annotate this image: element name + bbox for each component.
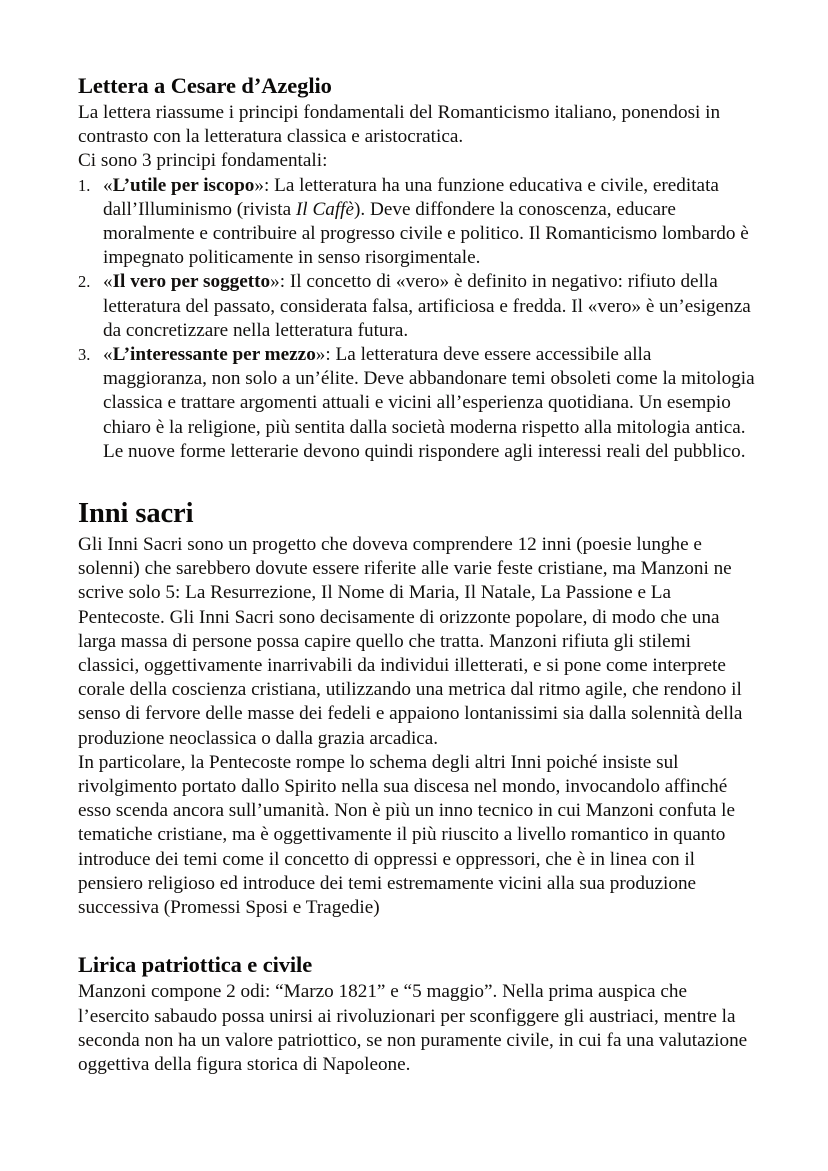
list-item-text-part-1: La letteratura deve essere accessibile alla maggioranza, non solo a un’élite. Deve abbandonare temi obsoleti come la mitologia classica e trattare argomenti attuali e vicini all’esperienza quotidiana. Un esempio chiaro è la religione, più sentita dalla società moderna rispetto alla mitologia antica. Le nuove forme letterarie devono quindi rispondere agli interessi reali del pubblico. bbox=[103, 344, 755, 462]
list-item-title: L’interessante per mezzo bbox=[112, 344, 316, 366]
list-item-quote-close: »: bbox=[315, 344, 331, 366]
section-lettera-a-cesare-dazeglio bbox=[78, 72, 755, 464]
list-item bbox=[78, 343, 755, 464]
list-item-quote-close: »: bbox=[270, 271, 286, 293]
list-item-quote-open: « bbox=[103, 174, 113, 196]
list-item-marker: 2. bbox=[78, 272, 91, 292]
list-item-quote-close: »: bbox=[254, 174, 270, 196]
list-item-quote-open: « bbox=[103, 344, 113, 366]
list-item bbox=[78, 174, 755, 271]
page-title: Lettera a Cesare d’Azeglio bbox=[78, 73, 332, 98]
section-paragraph: Gli Inni Sacri sono un progetto che doveva comprendere 12 inni (poesie lunghe e solenni) che sarebbero dovute essere riferite alle varie feste cristiane, ma Manzoni ne scrive solo 5: La Resurrezione, Il Nome di Maria, Il Natale, La Passione e La Pentecoste. Gli Inni Sacri sono decisamente di orizzonte popolare, di modo che una larga massa di persone possa capire quello che tratta. Manzoni rifiuta gli stilemi classici, oggettivamente inarrivabili da individui illetterati, e si pone come interprete corale della coscienza cristiana, utilizzando una metrica dal ritmo agile, che rendono il senso di fervore delle masse dei fedeli e appaiono lontanissimi sia dalla solennità della produzione neoclassica o dalla grazia arcadica. bbox=[78, 534, 743, 749]
list-lead-in-text: Ci sono 3 principi fondamentali: bbox=[78, 150, 328, 172]
list-item bbox=[78, 270, 755, 343]
list-item-quote-open: « bbox=[103, 271, 113, 293]
section-heading-inni-sacri: Inni sacri bbox=[78, 498, 194, 530]
section-inni-sacri bbox=[78, 497, 755, 920]
principles-list bbox=[78, 174, 755, 464]
document-body bbox=[78, 72, 755, 1077]
section-paragraph: Manzoni compone 2 odi: “Marzo 1821” e “5 maggio”. Nella prima auspica che l’esercito sabaudo possa unirsi ai rivoluzionari per sconfiggere gli austriaci, mentre la seconda non ha un valore patriottico, se non puramente civile, in cui fa una valutazione oggettiva della figura storica di Napoleone. bbox=[78, 981, 748, 1075]
cited-work-title: Il Caffè bbox=[295, 198, 355, 220]
section-paragraph: In particolare, la Pentecoste rompe lo schema degli altri Inni poiché insiste sul rivolgimento portato dallo Spirito nella sua discesa nel mondo, invocandolo affinché esso scenda ancora sull’umanità. Non è più un inno tecnico in cui Manzoni confuta le tematiche cristiane, ma è oggettivamente il più riuscito a livello romantico in quanto introduce dei temi come il concetto di oppressi e oppressori, che è in linea con il pensiero religioso ed introduce dei temi estremamente vicini alla sua produzione successiva (Promessi Sposi e Tragedie) bbox=[78, 751, 735, 919]
list-item-text-part-1: Il concetto di «vero» è definito in negativo: rifiuto della letteratura del passato, considerata falsa, artificiosa e fredda. Il «vero» è un’esigenza da concretizzare nella letteratura futura. bbox=[103, 271, 751, 341]
section-lirica-patriottica-e-civile bbox=[78, 951, 755, 1077]
list-item-marker: 3. bbox=[78, 345, 91, 365]
section-intro-paragraph: La lettera riassume i principi fondamentali del Romanticismo italiano, ponendosi in contrasto con la letteratura classica e aristocratica. bbox=[78, 102, 721, 148]
section-heading-lirica-patriottica: Lirica patriottica e civile bbox=[78, 952, 313, 978]
list-item-marker: 1. bbox=[78, 175, 91, 195]
list-item-title: L’utile per iscopo bbox=[112, 174, 255, 196]
list-item-text-part-1: La letteratura ha una funzione educativa e civile, ereditata dall’Illuminismo (rivista bbox=[103, 174, 719, 220]
list-item-title: Il vero per soggetto bbox=[112, 271, 271, 293]
list-item-text-part-2: ). Deve diffondere la conoscenza, educare moralmente e contribuire al progresso civile e politico. Il Romanticismo lombardo è impegnato politicamente in senso risorgimentale. bbox=[103, 198, 749, 269]
